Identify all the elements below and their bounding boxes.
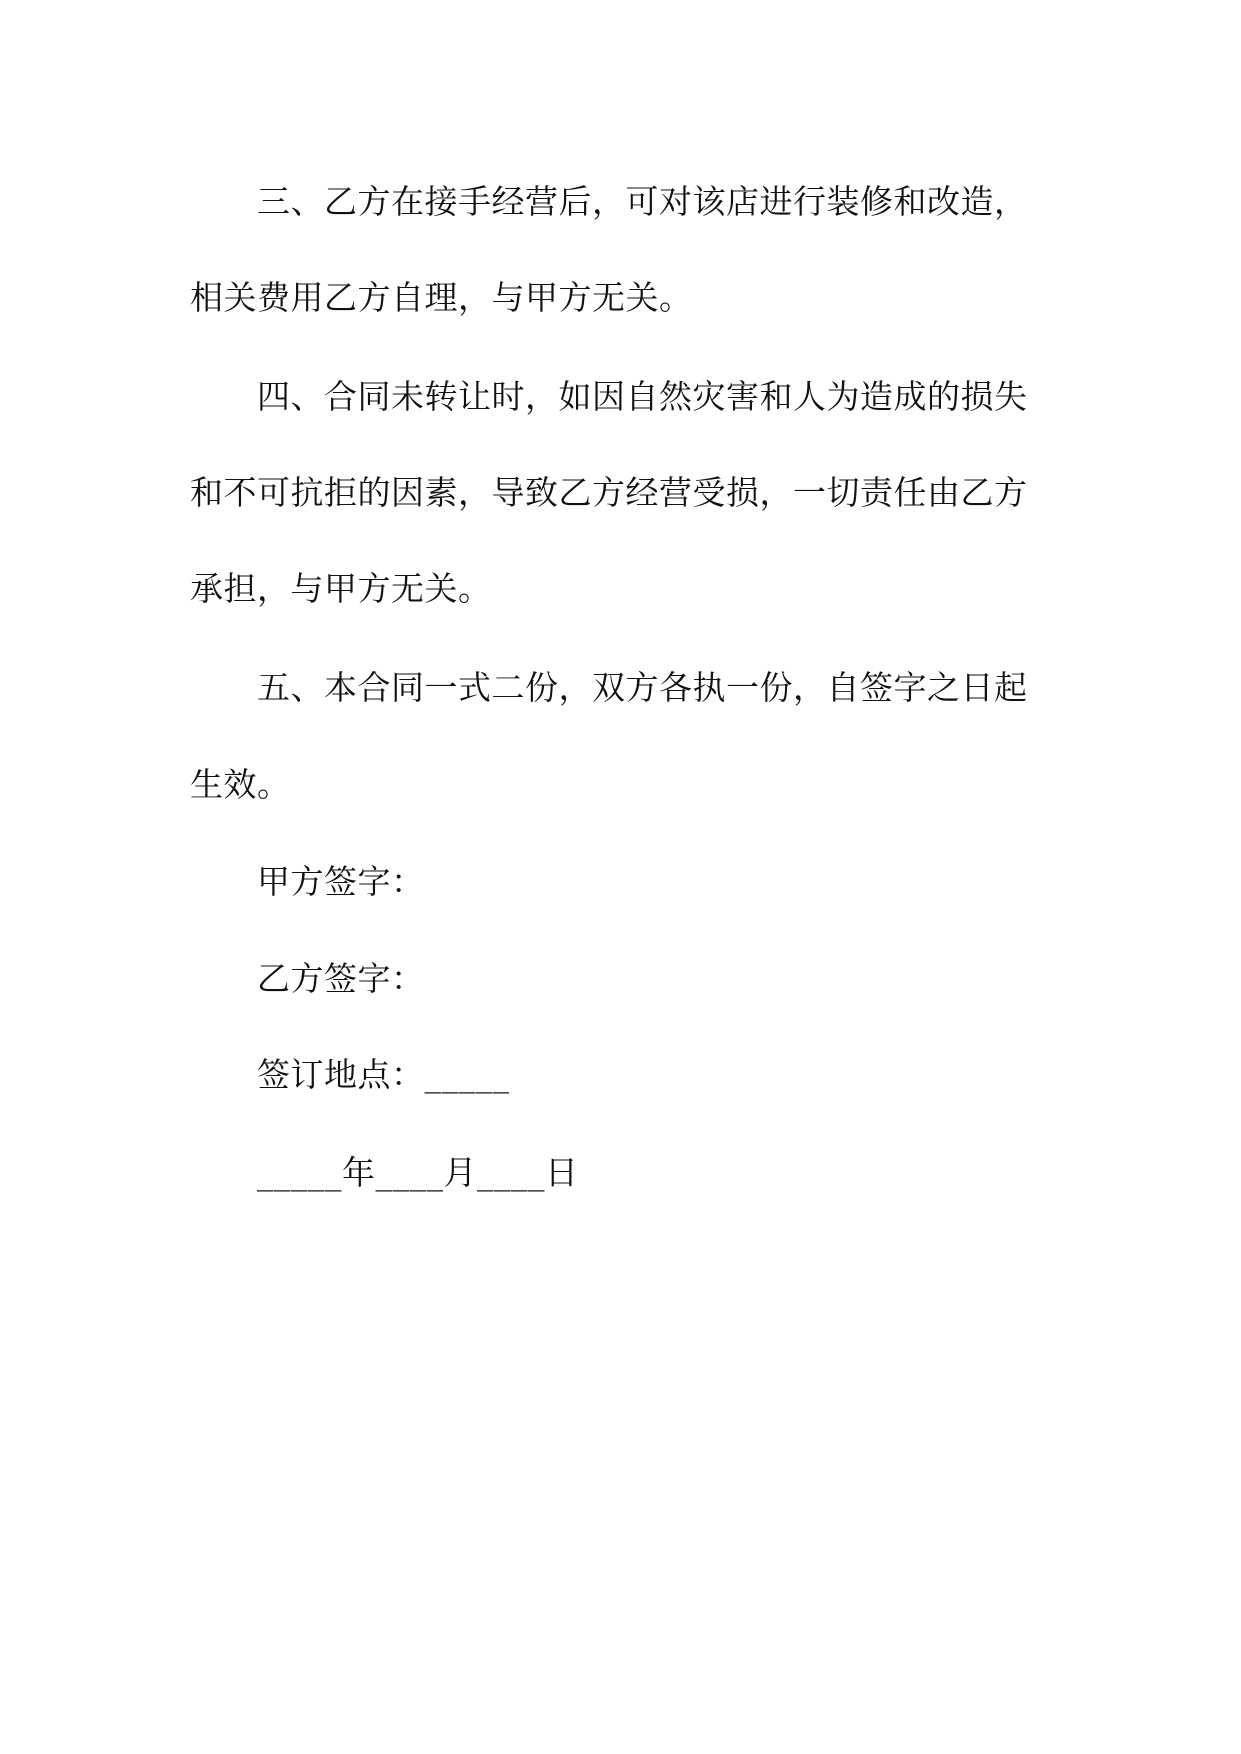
clause-4-line-2: 和不可抗拒的因素，导致乙方经营受损，一切责任由乙方	[190, 473, 1028, 512]
clause-4-line-1: 四、合同未转让时，如因自然灾害和人为造成的损失	[257, 377, 1028, 416]
clause-5-line-2: 生效。	[190, 765, 291, 804]
signing-place: 签订地点：_____	[257, 1055, 510, 1094]
clause-4-line-3: 承担，与甲方无关。	[190, 569, 492, 608]
party-a-signature: 甲方签字：	[257, 862, 425, 901]
signing-date: _____年____月____日	[257, 1153, 579, 1192]
clause-3-line-1: 三、乙方在接手经营后，可对该店进行装修和改造，	[257, 182, 1028, 221]
clause-5-line-1: 五、本合同一式二份，双方各执一份，自签字之日起	[257, 668, 1028, 707]
clause-3-line-2: 相关费用乙方自理，与甲方无关。	[190, 278, 693, 317]
party-b-signature: 乙方签字：	[257, 959, 425, 998]
